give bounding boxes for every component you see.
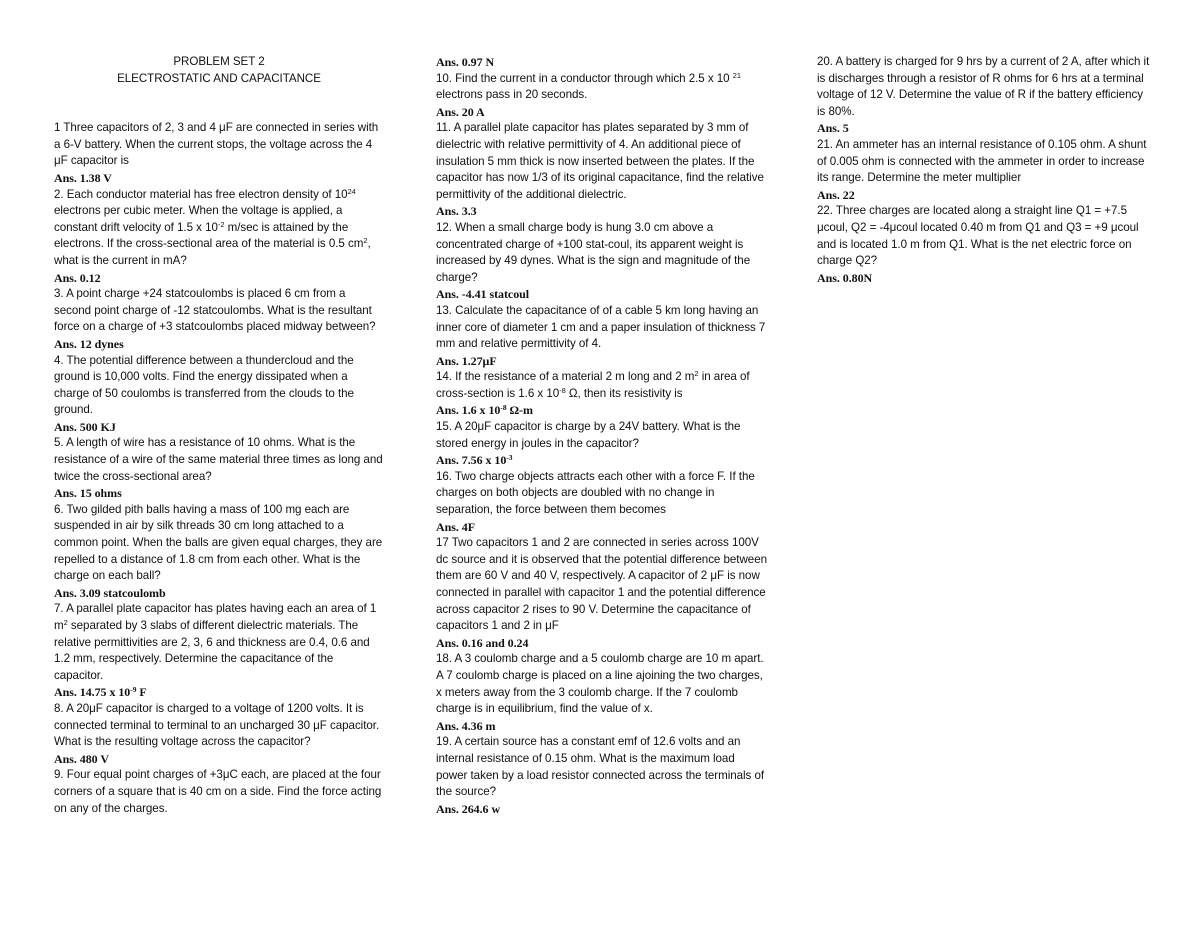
page-subtitle: ELECTROSTATIC AND CAPACITANCE <box>117 71 321 85</box>
problem-20: 20. A battery is charged for 9 hrs by a current of 2 A, after which it is discharges through a resistor of R ohms for 6 hrs at a terminal voltage of 12 V. Determine the value of R if the battery efficiency is 80%. <box>817 55 1150 118</box>
answer-7 <box>54 684 384 701</box>
answer-5: Ans. 15 ohms <box>54 486 122 501</box>
problem-9: 9. Four equal point charges of +3μC each, are placed at the four corners of a square that is 40 cm on a side. Find the force acting on any of the charges. <box>54 768 382 815</box>
problem-17: 17 Two capacitors 1 and 2 are connected in series across 100V dc source and it is observed that the potential difference between them are 60 V and 40 V, respectively. A capacitor of 2 μF is now connected in parallel with capacitor 1 and the potential difference across capacitor 2 rises to 90 V. Determine the capacitance of capacitors 1 and 2 in μF <box>436 536 767 633</box>
problem-14-exponent: 2 <box>694 369 699 379</box>
answer-11: Ans. 3.3 <box>436 204 477 219</box>
answer-4: Ans. 500 KJ <box>54 419 116 434</box>
problem-2-text: , what is the current in mA? <box>54 237 371 267</box>
answer-10: Ans. 20 A <box>436 104 485 119</box>
problem-2 <box>54 187 384 270</box>
problem-10 <box>436 71 768 104</box>
problem-18: 18. A 3 coulomb charge and a 5 coulomb charge are 10 m apart. A 7 coulomb charge is placed on a line ajoining the two charges, x meters away from the 3 coulomb charge. If the 7 coulomb charge is in equilibrium, find the value of x. <box>436 652 764 716</box>
answer-7-exponent: -9 <box>130 685 137 695</box>
problem-5: 5. A length of wire has a resistance of 10 ohms. What is the resistance of a wire of the same material three times as long and twice the cross-sectional area? <box>54 436 383 483</box>
problem-2-exponent: 24 <box>347 186 356 196</box>
problem-10-text: 10. Find the current in a conductor through which 2.5 x 10 <box>436 71 733 85</box>
page-title: PROBLEM SET 2 <box>173 55 265 68</box>
problem-3: 3. A point charge +24 statcoulombs is placed 6 cm from a second point charge of -12 statcoulombs. What is the resultant force on a charge of +3 statcoulombs placed midway between? <box>54 287 376 334</box>
problem-13: 13. Calculate the capacitance of of a cable 5 km long having an inner core of diameter 1 cm and a paper insulation of thickness 7 mm and relative permittivity of 4. <box>436 303 766 351</box>
problem-14 <box>436 369 768 402</box>
answer-14 <box>436 402 768 419</box>
problem-1: 1 Three capacitors of 2, 3 and 4 μF are connected in series with a 6-V battery. When the current stops, the voltage across the 4 μF capacitor is <box>54 121 379 168</box>
answer-20: Ans. 5 <box>817 121 849 136</box>
problem-12: 12. When a small charge body is hung 3.0 cm above a concentrated charge of +100 stat-coul, its apparent weight is increased by 49 dynes. What is the sign and magnitude of the charge? <box>436 220 751 284</box>
answer-19: Ans. 264.6 w <box>436 801 501 816</box>
problem-2-text: electrons per cubic meter. When the voltage is applied, a constant drift velocity of 1.5 x 10 <box>54 204 343 234</box>
answer-15-text: Ans. 7.56 x 10 <box>436 453 507 468</box>
problem-14-text: in area of cross-section is 1.6 x 10 <box>436 370 750 400</box>
problem-16: 16. Two charge objects attracts each other with a force F. If the charges on both objects are doubled with no change in separation, the force between them becomes <box>436 469 755 517</box>
problem-2-text: m/sec is attained by the electrons. If the cross-sectional area of the material is 0.5 cm <box>54 220 364 251</box>
problem-15: 15. A 20μF capacitor is charge by a 24V battery. What is the stored energy in joules in the capacitor? <box>436 420 741 450</box>
answer-13: Ans. 1.27μF <box>436 353 497 368</box>
answer-14-unit: Ω-m <box>506 403 533 418</box>
problem-2-exponent: -2 <box>217 219 225 229</box>
problem-7 <box>54 601 384 684</box>
answer-21: Ans. 22 <box>817 187 855 202</box>
answer-6: Ans. 3.09 statcoulomb <box>54 585 166 600</box>
column-3 <box>817 54 1151 286</box>
problem-7-exponent: 2 <box>63 618 68 627</box>
answer-7-unit: F <box>136 685 147 700</box>
column-1 <box>54 54 384 817</box>
problem-21: 21. An ammeter has an internal resistance of 0.105 ohm. A shunt of 0.005 ohm is connected with the ammeter in order to increase its range. Determine the meter multiplier <box>817 137 1147 185</box>
answer-14-exponent: -8 <box>500 403 507 413</box>
problem-2-exponent: 2 <box>363 236 368 246</box>
answer-2: Ans. 0.12 <box>54 270 101 285</box>
answer-1: Ans. 1.38 V <box>54 170 112 185</box>
answer-22: Ans. 0.80N <box>817 270 873 285</box>
problem-14-text: 14. If the resistance of a material 2 m long and 2 m <box>436 370 695 384</box>
answer-18: Ans. 4.36 m <box>436 718 496 733</box>
problem-22: 22. Three charges are located along a straight line Q1 = +7.5 μcoul, Q2 = -4μcoul located 0.40 m from Q1 and Q3 = +9 μcoul and is located 1.0 m from Q1. What is the net electric force on charge Q2? <box>817 204 1139 268</box>
problem-14-exponent: -8 <box>559 385 566 395</box>
problem-10-text: electrons pass in 20 seconds. <box>436 88 588 102</box>
problem-11: 11. A parallel plate capacitor has plates separated by 3 mm of dielectric with relative permittivity of 4. An additional piece of insulation 5 mm thick is now inserted between the plates. If the capacitor has now 1/3 of its original capacitance, find the relative permittivity of the additional dielectric. <box>436 121 764 201</box>
column-2 <box>436 54 768 817</box>
answer-12: Ans. -4.41 statcoul <box>436 287 530 302</box>
problem-7-text: separated by 3 slabs of different dielectric materials. The relative permittivities are 2, 3, 6 and thickness are 0.4, 0.6 and 1.2 mm, respectively. Determine the capacitance of the capacitor. <box>54 619 370 682</box>
answer-17: Ans. 0.16 and 0.24 <box>436 635 529 650</box>
answer-7-text: Ans. 14.75 x 10 <box>54 685 131 700</box>
answer-15 <box>436 452 768 469</box>
problem-19: 19. A certain source has a constant emf of 12.6 volts and an internal resistance of 0.15 ohm. What is the maximum load power taken by a load resistor connected across the terminals of the source? <box>436 735 765 799</box>
problem-7-text: 7. A parallel plate capacitor has plates having each an area of 1 m <box>54 602 377 632</box>
answer-8: Ans. 480 V <box>54 751 109 766</box>
problem-8: 8. A 20μF capacitor is charged to a voltage of 1200 volts. It is connected terminal to terminal to an uncharged 30 μF capacitor. What is the resulting voltage across the capacitor? <box>54 701 380 749</box>
answer-9: Ans. 0.97 N <box>436 55 495 69</box>
answer-16: Ans. 4F <box>436 519 475 534</box>
problem-14-text: Ω, then its resistivity is <box>565 386 683 400</box>
answer-15-exponent: -3 <box>506 453 513 463</box>
problem-2-text: 2. Each conductor material has free electron density of 10 <box>54 187 348 201</box>
problem-6: 6. Two gilded pith balls having a mass of 100 mg each are suspended in air by silk threads 30 cm long attached to a common point. When the balls are given equal charges, they are repelled to a distance of 1.8 cm from each other. What is the charge on each ball? <box>54 502 383 583</box>
answer-3: Ans. 12 dynes <box>54 336 124 351</box>
spacer <box>54 87 384 120</box>
problem-10-exponent: 21 <box>732 70 741 80</box>
answer-14-text: Ans. 1.6 x 10 <box>436 403 501 418</box>
problem-4: 4. The potential difference between a thundercloud and the ground is 10,000 volts. Find the energy dissipated when a charge of 50 coulombs is transferred from the clouds to the ground. <box>54 353 354 417</box>
